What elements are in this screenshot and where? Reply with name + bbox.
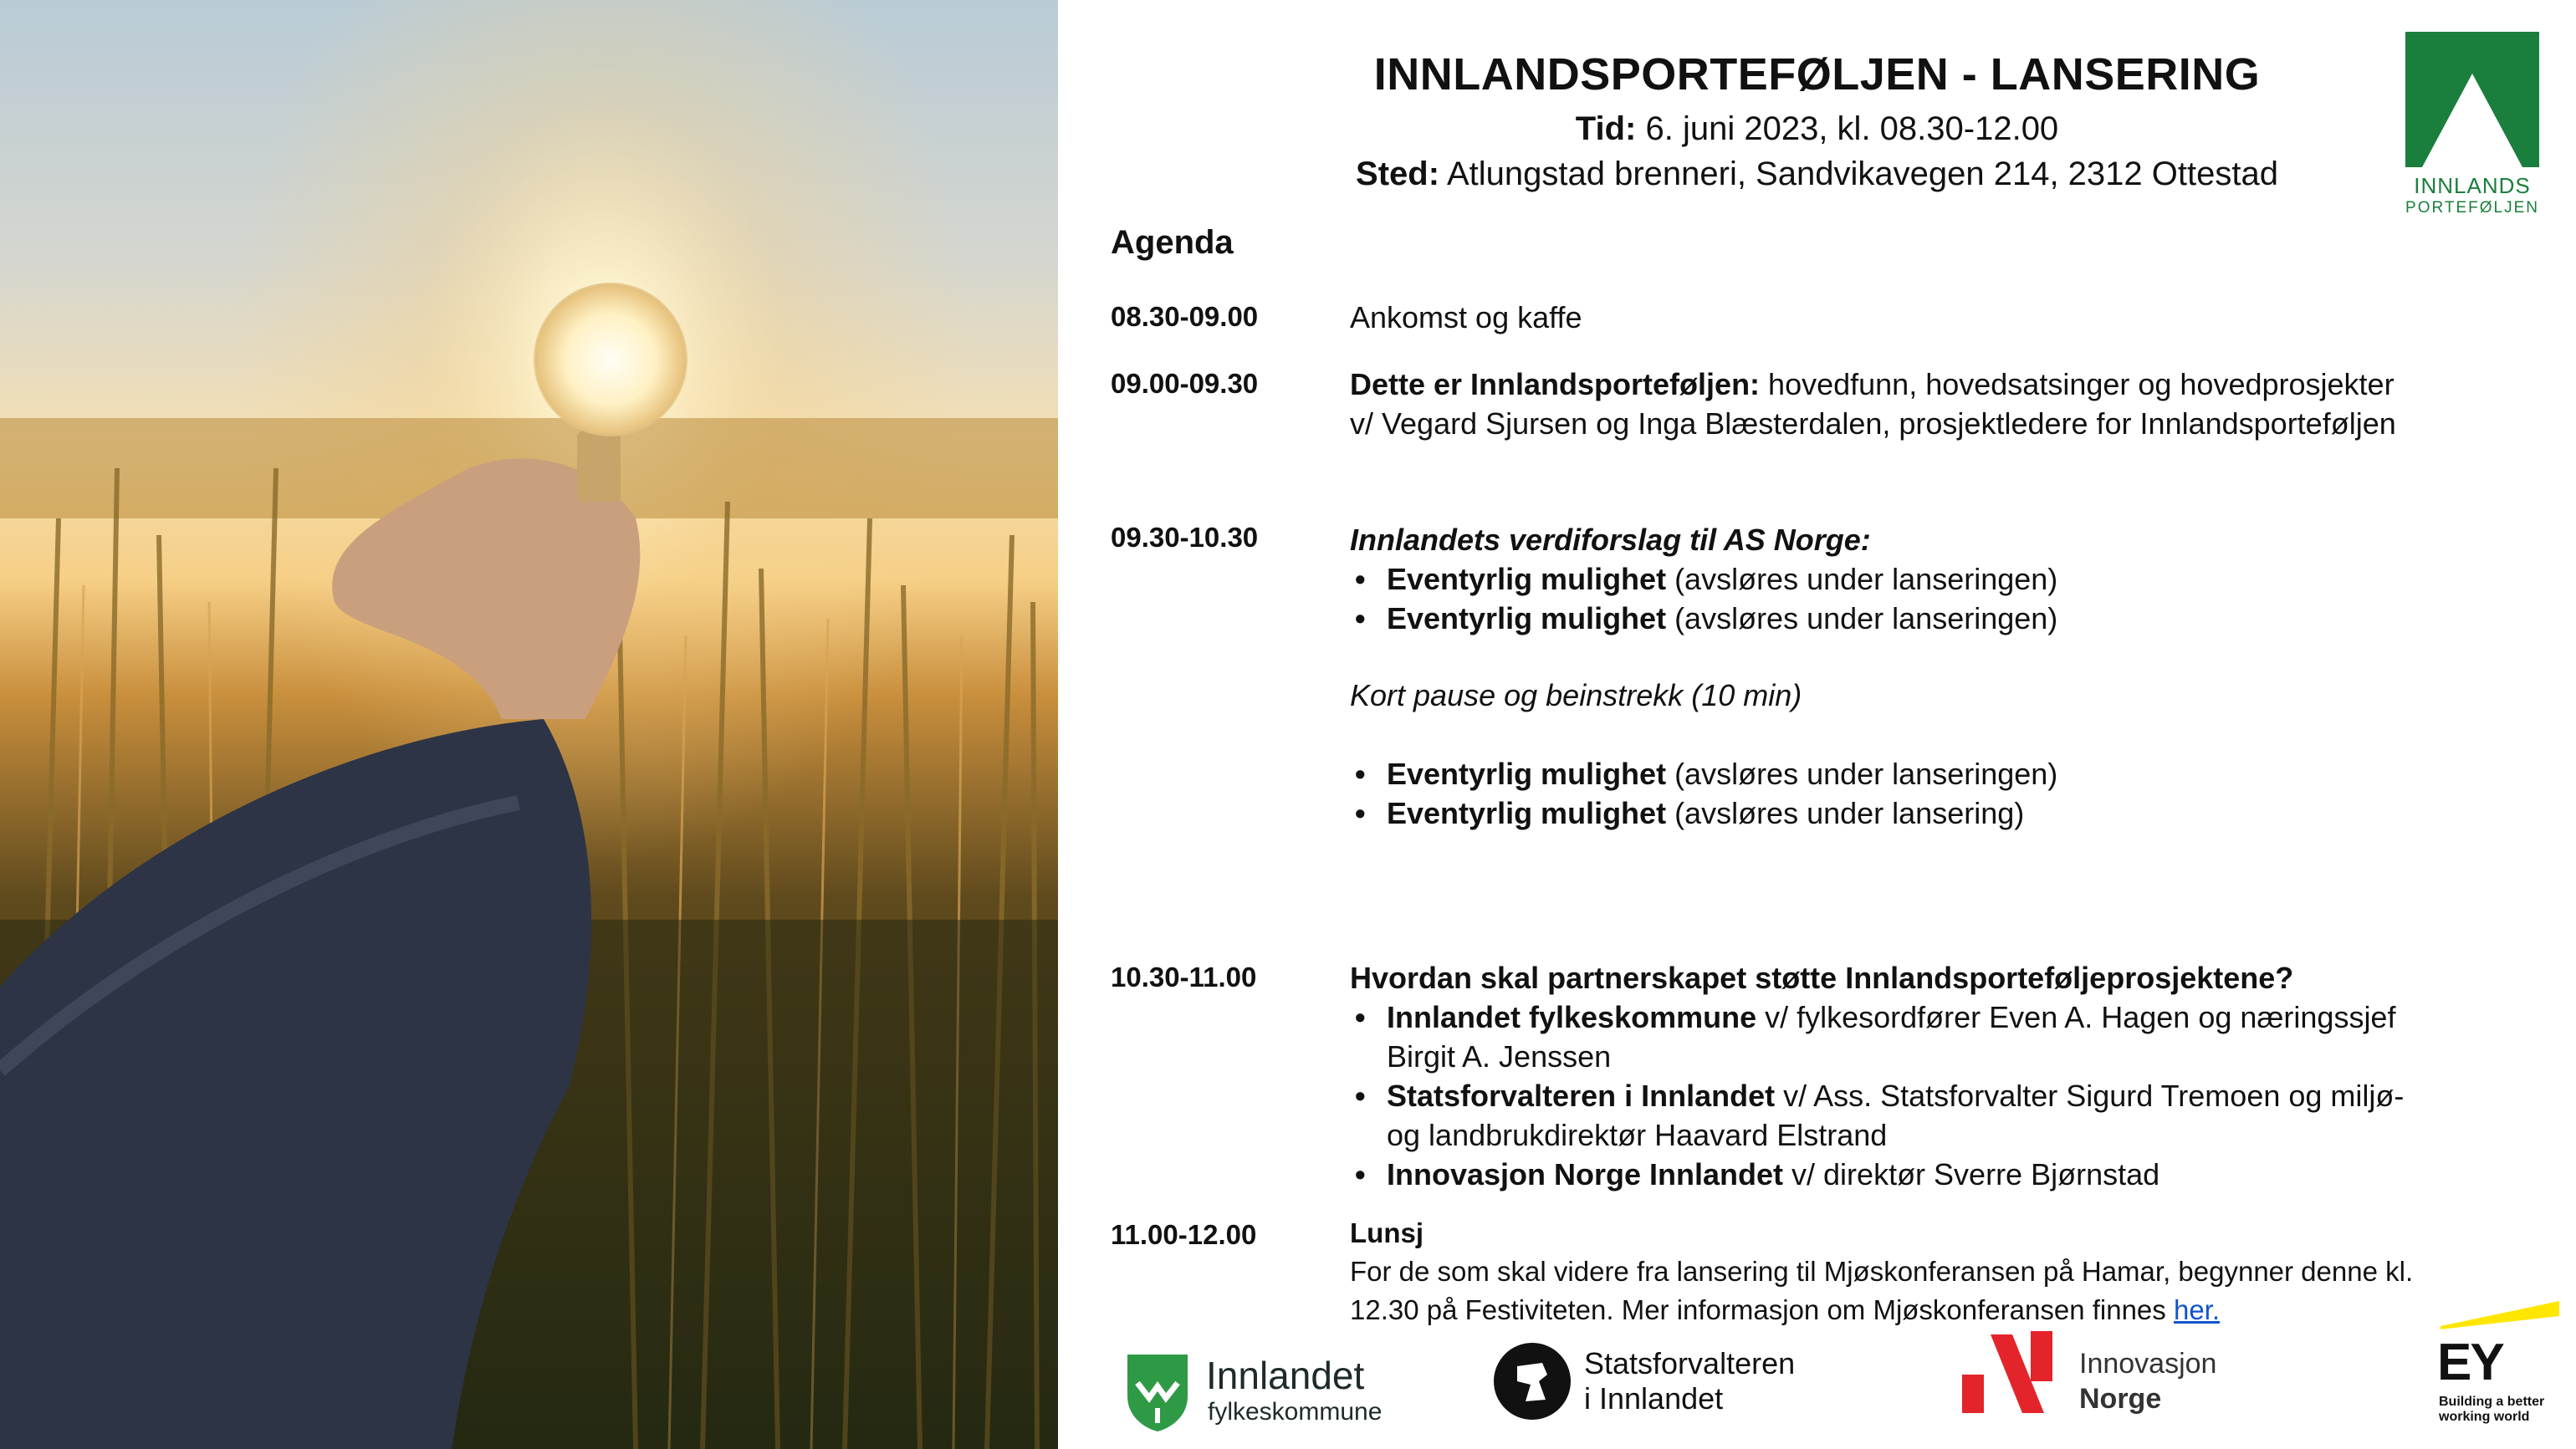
lunch-note bbox=[1350, 1253, 2521, 1329]
agenda-item-intro bbox=[1350, 365, 2521, 443]
innovasjon-norge-logo bbox=[1957, 1323, 2258, 1431]
bullet-bold: Eventyrlig mulighet bbox=[1387, 796, 1667, 830]
statsforvalteren-line1: Statsforvalteren bbox=[1584, 1346, 1796, 1380]
shield-icon bbox=[1124, 1350, 1191, 1433]
innlandet-sub: fylkeskommune bbox=[1208, 1398, 1383, 1426]
hero-photo bbox=[0, 0, 1058, 1449]
agenda-item-line2: v/ Vegard Sjursen og Inga Blæsterdalen, prosjektledere for Innlandsporteføljen bbox=[1350, 406, 2396, 441]
bullet-rest: (avsløres under lanseringen) bbox=[1666, 562, 2058, 596]
innlandet-fylkeskommune-logo bbox=[1124, 1350, 1425, 1433]
statsforvalteren-logo bbox=[1492, 1338, 1827, 1430]
bullet-bold: Eventyrlig mulighet bbox=[1387, 757, 1667, 791]
bullet-line2: og landbrukdirektør Haavard Elstrand bbox=[1387, 1118, 1888, 1152]
place-value: Atlungstad brenneri, Sandvikavegen 214, 2312 Ottestad bbox=[1439, 156, 2278, 192]
agenda-time: 09.30-10.30 bbox=[1111, 522, 1259, 553]
lunch-line2: 12.30 på Festiviteten. Mer informasjon om Mjøskonferansen finnes bbox=[1350, 1294, 2174, 1325]
list-item bbox=[1350, 1076, 2533, 1155]
bullet-bold: Innlandet fylkeskommune bbox=[1387, 1000, 1757, 1034]
agenda-time: 08.30-09.00 bbox=[1111, 301, 1259, 332]
innovasjon-line1: Innovasjon bbox=[2079, 1348, 2217, 1380]
page-title: INNLANDSPORTEFØLJEN - LANSERING bbox=[1373, 49, 2261, 99]
ey-tagline1: Building a better bbox=[2439, 1395, 2545, 1409]
agenda-time: 09.00-09.30 bbox=[1111, 368, 1259, 399]
ey-beam-icon bbox=[2425, 1296, 2559, 1334]
time-label: Tid: bbox=[1575, 110, 1637, 147]
ey-mark: EY bbox=[2437, 1334, 2503, 1391]
innovasjon-line2: Norge bbox=[2079, 1383, 2162, 1415]
list-item bbox=[1350, 793, 2533, 833]
agenda-time: 10.30-11.00 bbox=[1111, 962, 1257, 992]
bullet-rest: v/ Ass. Statsforvalter Sigurd Tremoen og miljø- bbox=[1775, 1079, 2405, 1113]
bullet-rest: (avsløres under lansering) bbox=[1666, 796, 2025, 830]
agenda-text: Ankomst og kaffe bbox=[1350, 300, 1582, 334]
bullet-rest: (avsløres under lanseringen) bbox=[1666, 757, 2058, 791]
event-time bbox=[1058, 110, 2576, 148]
list-item bbox=[1350, 559, 2533, 599]
agenda-item-heading: Lunsj bbox=[1350, 1217, 1423, 1248]
lion-crest-icon bbox=[1492, 1341, 1572, 1421]
lunch-line1: For de som skal videre fra lansering til Mjøskonferansen på Hamar, begynner denne kl. bbox=[1350, 1256, 2414, 1287]
agenda-heading: Agenda bbox=[1111, 224, 1234, 261]
event-place bbox=[1058, 156, 2576, 193]
bullet-bold: Statsforvalteren i Innlandet bbox=[1387, 1079, 1776, 1113]
list-item bbox=[1350, 599, 2533, 638]
bullet-bold: Eventyrlig mulighet bbox=[1387, 601, 1667, 635]
list-item bbox=[1350, 997, 2533, 1076]
list-item bbox=[1350, 1155, 2533, 1194]
agenda-item-rest: hovedfunn, hovedsatsinger og hovedprosjekter bbox=[1760, 367, 2395, 401]
bullet-rest: v/ fylkesordfører Even A. Hagen og næringssjef bbox=[1756, 1000, 2396, 1034]
list-item bbox=[1350, 754, 2533, 793]
bullet-rest: (avsløres under lanseringen) bbox=[1666, 601, 2058, 635]
ey-tagline2: working world bbox=[2439, 1410, 2530, 1424]
agenda-time: 11.00-12.00 bbox=[1111, 1219, 1257, 1250]
logo-line2: PORTEFØLJEN bbox=[2405, 199, 2539, 217]
innlandet-name: Innlandet bbox=[1206, 1354, 1365, 1397]
pause-note: Kort pause og beinstrekk (10 min) bbox=[1350, 678, 1802, 712]
statsforvalteren-line2: i Innlandet bbox=[1584, 1381, 1724, 1416]
bullet-bold: Innovasjon Norge Innlandet bbox=[1387, 1157, 1784, 1191]
logo-line1: INNLANDS bbox=[2414, 173, 2531, 198]
place-label: Sted: bbox=[1356, 156, 1440, 192]
innovasjon-mark-icon bbox=[1957, 1326, 2057, 1416]
agenda-item-heading: Hvordan skal partnerskapet støtte Innlandsporteføljeprosjektene? bbox=[1350, 961, 2294, 995]
agenda-item-heading: Innlandets verdiforslag til AS Norge: bbox=[1350, 523, 1871, 557]
agenda-item-bold: Dette er Innlandsporteføljen: bbox=[1350, 367, 1761, 401]
time-value: 6. juni 2023, kl. 08.30-12.00 bbox=[1636, 110, 2059, 147]
bullet-rest: v/ direktør Sverre Bjørnstad bbox=[1783, 1157, 2160, 1191]
bullet-bold: Eventyrlig mulighet bbox=[1387, 562, 1667, 596]
ey-logo bbox=[2425, 1296, 2568, 1438]
more-info-link[interactable]: her. bbox=[2173, 1294, 2221, 1325]
bullet-line2: Birgit A. Jenssen bbox=[1387, 1039, 1612, 1074]
